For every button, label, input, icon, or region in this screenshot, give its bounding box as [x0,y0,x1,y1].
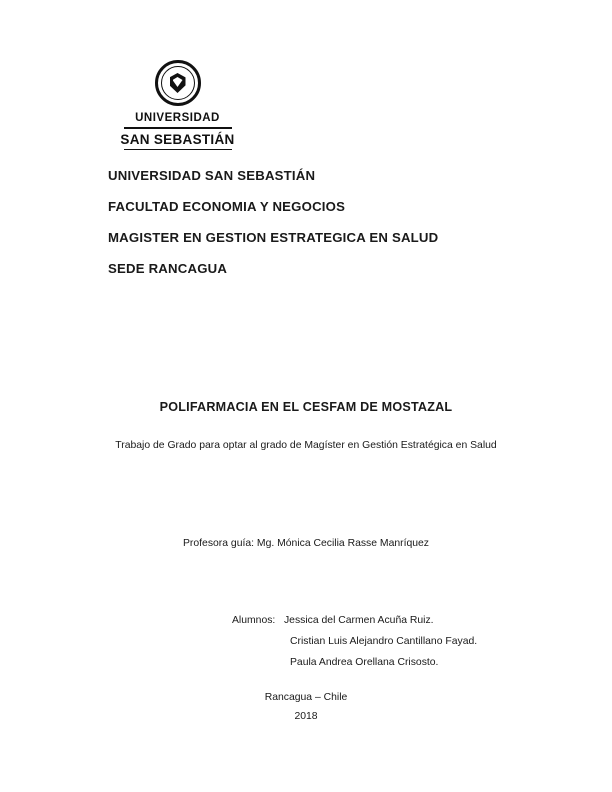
logo-divider [124,127,232,129]
student-name-3: Paula Andrea Orellana Crisosto. [290,657,439,668]
students-block [232,610,552,673]
logo-line-1: UNIVERSIDAD [135,112,220,124]
page-subtitle: Trabajo de Grado para optar al grado de Magíster en Gestión Estratégica en Salud [115,440,497,451]
heading-line-campus: SEDE RANCAGUA [108,261,228,276]
footer-block [86,688,526,726]
student-name-1: Jessica del Carmen Acuña Ruiz. [283,615,434,626]
student-name-2: Cristian Luis Alejandro Cantillano Fayad. [290,636,478,647]
university-seal-icon [155,60,201,106]
logo-underline [124,149,232,150]
university-logo [120,60,235,150]
footer-year: 2018 [294,711,318,722]
title-block [86,400,526,456]
advisor-line: Profesora guía: Mg. Mónica Cecilia Rasse Manríquez [182,538,430,549]
logo-line-2: SAN SEBASTIÁN [120,131,235,147]
students-label: Alumnos: [232,615,282,626]
heading-line-university: UNIVERSIDAD SAN SEBASTIÁN [108,168,316,183]
heading-line-program: MAGISTER EN GESTION ESTRATEGICA EN SALUD [108,230,439,245]
institution-heading [108,160,528,284]
student-line-1 [232,610,552,631]
page-title: POLIFARMACIA EN EL CESFAM DE MOSTAZAL [159,400,453,414]
heading-line-faculty: FACULTAD ECONOMIA Y NEGOCIOS [108,199,346,214]
footer-place: Rancagua – Chile [264,692,348,703]
